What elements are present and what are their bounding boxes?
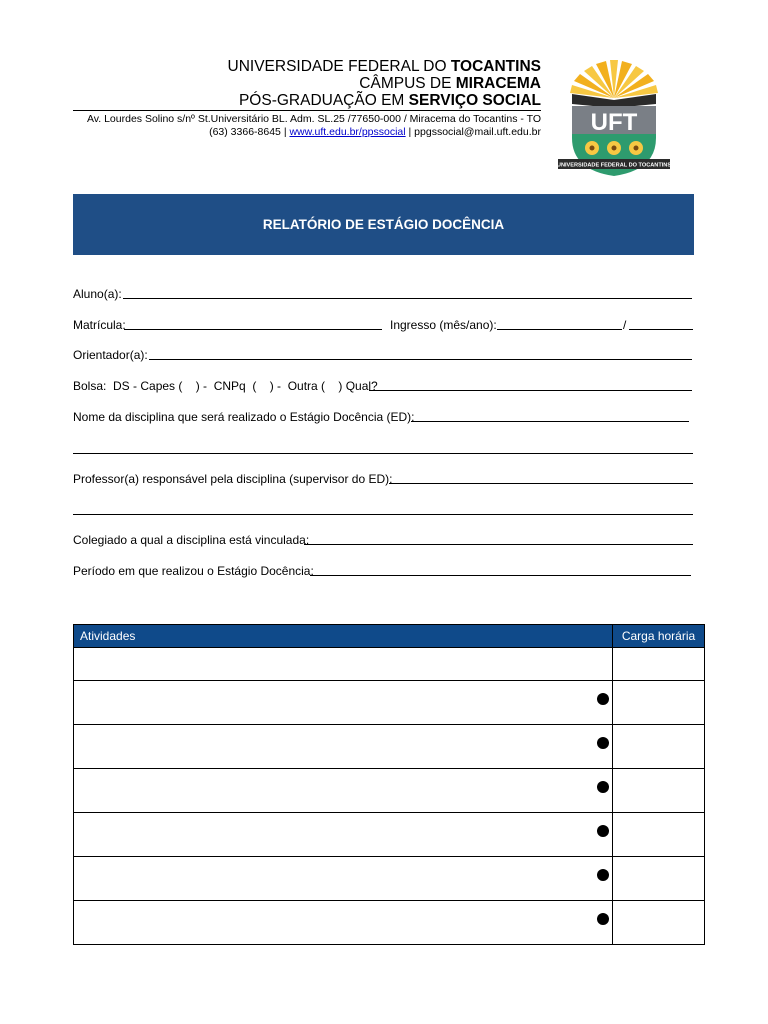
field-ingresso-slash: / [623,318,627,332]
field-orientador-label: Orientador(a): [73,348,148,362]
hours-cell[interactable] [613,725,705,769]
activity-cell[interactable] [74,681,613,725]
table-row [74,769,705,813]
field-ingresso-month-line[interactable] [497,329,622,330]
email-text: | ppgssocial@mail.uft.edu.br [405,126,541,138]
institution-header [228,58,542,109]
logo-text: UFT [590,109,638,136]
activity-cell[interactable] [74,725,613,769]
logo-band-text: UNIVERSIDADE FEDERAL DO TOCANTINS [556,162,672,169]
campus-prefix: CÂMPUS DE [359,75,456,92]
bullet-icon [597,825,609,837]
field-bolsa-qual-line[interactable] [369,390,692,391]
hours-cell[interactable] [613,857,705,901]
uft-logo [556,58,672,180]
table-row [74,681,705,725]
header-line-program [228,92,542,109]
hours-cell[interactable] [613,901,705,945]
phone-text: (63) 3366-8645 | [209,126,290,138]
activity-cell[interactable] [74,857,613,901]
header-line-campus [228,75,542,92]
university-prefix: UNIVERSIDADE FEDERAL DO [227,58,451,75]
table-row [74,857,705,901]
website-link[interactable]: www.uft.edu.br/ppssocial [289,126,406,138]
field-colegiado-label: Colegiado a qual a disciplina está vinculada: [73,533,310,547]
address-block [87,113,541,139]
bullet-icon [597,737,609,749]
table-row [74,648,705,681]
report-title-banner [73,194,694,255]
field-aluno-label: Aluno(a): [73,287,122,301]
activity-cell[interactable] [74,648,613,681]
header-atividades: Atividades [74,625,613,648]
table-row [74,725,705,769]
address-line: Av. Lourdes Solino s/nº St.Universitário BL. Adm. SL.25 /77650-000 / Miracema do Tocantins - TO [86,113,541,125]
hours-cell[interactable] [613,813,705,857]
field-ingresso-label: Ingresso (mês/ano): [390,318,497,332]
field-ingresso-year-line[interactable] [629,329,693,330]
table-row [74,813,705,857]
field-professor-line[interactable] [389,483,693,484]
flower-icons [585,141,643,155]
table-header-row [74,625,705,648]
contact-line [87,126,541,139]
program-bold: SERVIÇO SOCIAL [408,92,541,109]
activity-cell[interactable] [74,813,613,857]
field-bolsa-label: Bolsa: DS - Capes ( ) - CNPq ( ) - Outra ( ) Qual? [73,379,378,393]
table-row [74,901,705,945]
field-professor-label: Professor(a) responsável pela disciplina (supervisor do ED): [73,472,393,486]
activities-table [73,624,705,945]
field-orientador-line[interactable] [149,359,692,360]
field-disciplina-label: Nome da disciplina que será realizado o Estágio Docência (ED): [73,410,415,424]
field-matricula-label: Matrícula: [73,318,126,332]
header-carga-horaria: Carga horária [613,625,705,648]
header-divider [73,110,541,111]
field-periodo-line[interactable] [310,575,691,576]
sun-rays-icon [570,60,658,98]
bullet-icon [597,913,609,925]
bullet-icon [597,693,609,705]
hours-cell[interactable] [613,769,705,813]
program-prefix: PÓS-GRADUAÇÃO EM [238,92,409,109]
field-matricula-line[interactable] [124,329,382,330]
field-aluno-line[interactable] [123,298,692,299]
report-title: RELATÓRIO DE ESTÁGIO DOCÊNCIA [262,217,505,232]
university-bold: TOCANTINS [450,58,541,75]
bullet-icon [597,869,609,881]
field-periodo-label: Período em que realizou o Estágio Docência: [73,564,314,578]
field-disciplina-line-2[interactable] [73,453,693,454]
hours-cell[interactable] [613,681,705,725]
hours-cell[interactable] [613,648,705,681]
bullet-icon [597,781,609,793]
activity-cell[interactable] [74,769,613,813]
field-colegiado-line[interactable] [304,544,693,545]
field-professor-line-2[interactable] [73,514,693,515]
campus-bold: MIRACEMA [455,75,541,92]
activity-cell[interactable] [74,901,613,945]
field-disciplina-line[interactable] [411,421,689,422]
header-line-university [228,58,542,75]
